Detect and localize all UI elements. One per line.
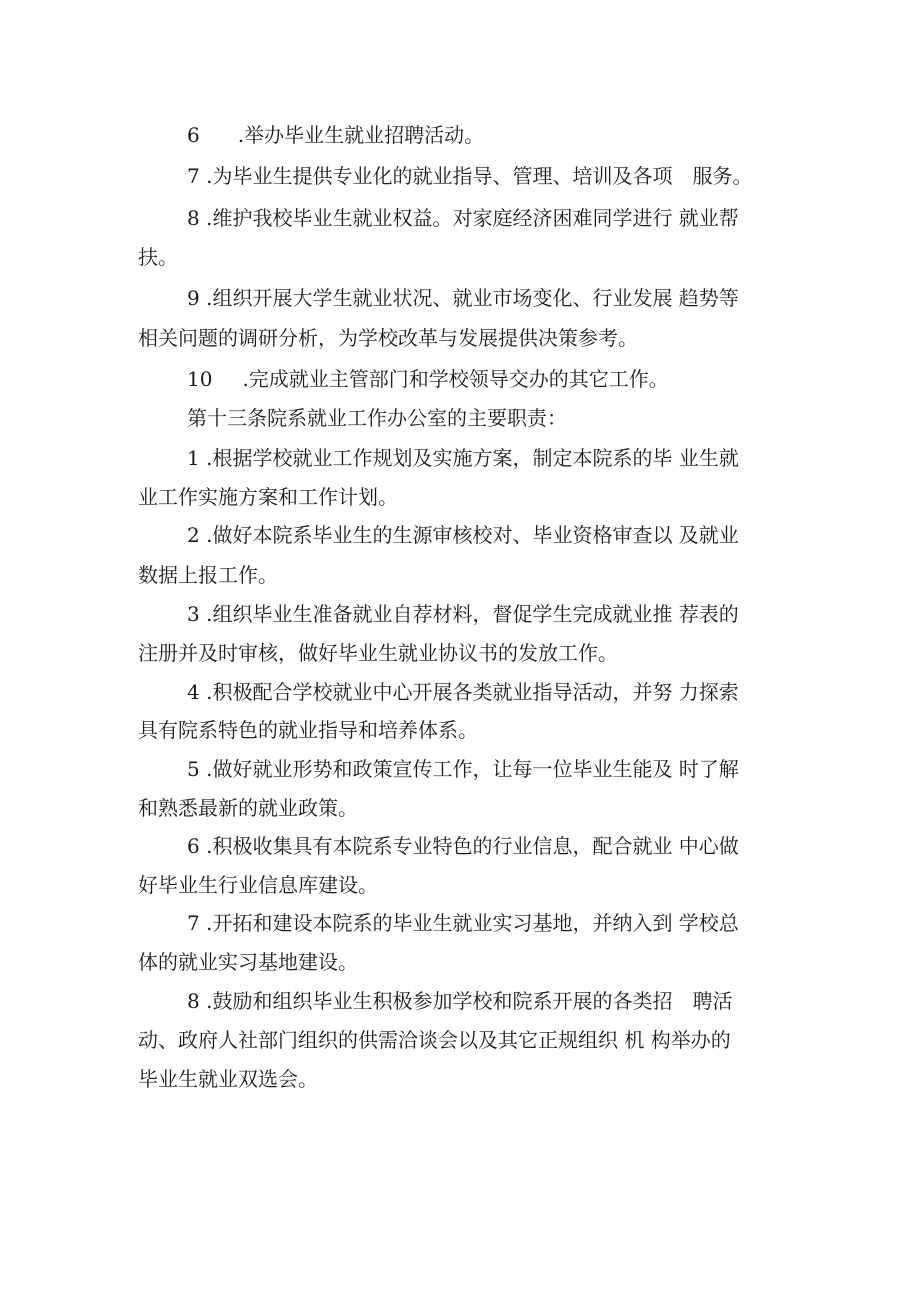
item-number: 6 (187, 834, 200, 858)
list-item-continuation: 毕业生就业双选会。 (138, 1067, 318, 1091)
list-item (0, 163, 920, 189)
item-number: 8 (187, 989, 200, 1013)
list-item (0, 988, 920, 1014)
list-item-continuation: 相关问题的调研分析，为学校改革与发展提供决策参考。 (138, 326, 638, 350)
item-number: 4 (187, 680, 200, 704)
item-number: 6 (187, 123, 200, 147)
list-item (0, 601, 920, 627)
list-item-continuation: 体的就业实习基地建设。 (138, 950, 358, 974)
list-item-continuation: 注册并及时审核，做好毕业生就业协议书的发放工作。 (138, 641, 618, 665)
item-text: .维护我校毕业生就业权益。对家庭经济困难同学进行 就业帮 (206, 206, 739, 230)
item-number: 10 (187, 367, 213, 391)
item-text: .积极配合学校就业中心开展各类就业指导活动，并努 力探索 (206, 680, 739, 704)
list-item-continuation: 业工作实施方案和工作计划。 (138, 485, 398, 509)
item-text: .积极收集具有本院系专业特色的行业信息，配合就业 中心做 (206, 834, 739, 858)
item-text: .完成就业主管部门和学校领导交办的其它工作。 (242, 367, 669, 391)
item-text: .组织开展大学生就业状况、就业市场变化、行业发展 趋势等 (206, 286, 739, 310)
item-text: .开拓和建设本院系的毕业生就业实习基地，并纳入到 学校总 (206, 911, 739, 935)
list-item-continuation: 好毕业生行业信息库建设。 (138, 873, 378, 897)
item-number: 8 (187, 206, 200, 230)
item-text: .做好就业形势和政策宣传工作，让每一位毕业生能及 时了解 (206, 757, 739, 781)
list-item (0, 833, 920, 859)
list-item (0, 122, 920, 148)
list-item-continuation: 动、政府人社部门组织的供需洽谈会以及其它正规组织 机 构举办的 (138, 1028, 731, 1052)
list-item-continuation: 数据上报工作。 (138, 563, 278, 587)
item-text: .鼓励和组织毕业生积极参加学校和院系开展的各类招 聘活 (206, 989, 733, 1013)
item-number: 1 (187, 446, 200, 470)
item-number: 7 (187, 911, 200, 935)
list-item-continuation: 和熟悉最新的就业政策。 (138, 796, 358, 820)
list-item (0, 910, 920, 936)
list-item (0, 522, 920, 548)
list-item (0, 366, 920, 392)
list-item (0, 205, 920, 231)
item-number: 7 (187, 164, 200, 188)
list-item-continuation: 扶。 (138, 245, 178, 269)
list-item (0, 445, 920, 471)
item-text: .为毕业生提供专业化的就业指导、管理、培训及各项 服务。 (206, 164, 753, 188)
item-number: 9 (187, 286, 200, 310)
list-item (0, 756, 920, 782)
list-item (0, 679, 920, 705)
item-number: 5 (187, 757, 200, 781)
item-text: .组织毕业生准备就业自荐材料，督促学生完成就业推 荐表的 (206, 602, 739, 626)
list-item-continuation: 具有院系特色的就业指导和培养体系。 (138, 718, 478, 742)
item-text: .根据学校就业工作规划及实施方案，制定本院系的毕 业生就 (206, 446, 739, 470)
list-item (0, 285, 920, 311)
item-text: .做好本院系毕业生的生源审核校对、毕业资格审查以 及就业 (206, 523, 739, 547)
item-number: 3 (187, 602, 200, 626)
item-number: 2 (187, 523, 200, 547)
item-text: .举办毕业生就业招聘活动。 (237, 123, 485, 147)
section-heading: 第十三条院系就业工作办公室的主要职责： (187, 406, 567, 430)
